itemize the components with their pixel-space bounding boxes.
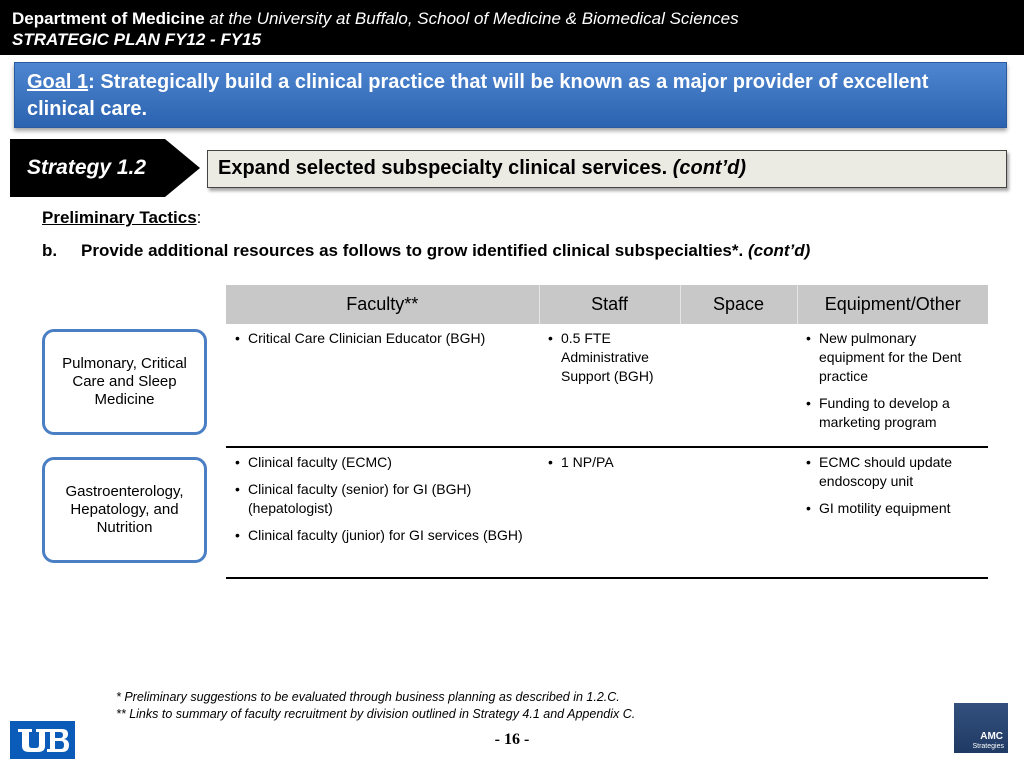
department-name: Department of Medicine <box>12 9 205 28</box>
amc-logo-sub: Strategies <box>972 743 1004 750</box>
column-header-faculty: Faculty** <box>226 285 539 324</box>
goal-text: : Strategically build a clinical practice that will be known as a major provider of excellent clinical care. <box>27 71 929 120</box>
table-row <box>226 324 988 447</box>
list-item: • ECMC should update endoscopy unit <box>805 453 980 491</box>
cell-faculty <box>226 447 539 578</box>
cell-space <box>680 447 797 578</box>
cell-equipment <box>797 324 988 447</box>
table-row <box>226 447 988 578</box>
university-name: at the University at Buffalo, School of Medicine & Biomedical Sciences <box>204 9 739 28</box>
tactic-contd: (cont’d) <box>747 241 811 260</box>
footnote-2: ** Links to summary of faculty recruitment by division outlined in Strategy 4.1 and Appendix C. <box>116 707 636 721</box>
list-item: • New pulmonary equipment for the Dent practice <box>805 329 980 386</box>
cell-faculty <box>226 324 539 447</box>
list-item: • 0.5 FTE Administrative Support (BGH) <box>547 329 672 386</box>
tactics-heading <box>42 208 201 228</box>
table-header-row <box>226 285 988 324</box>
list-item: • Clinical faculty (senior) for GI (BGH) (hepatologist) <box>234 480 531 518</box>
tactic-letter: b. <box>42 241 58 260</box>
strategy-contd: (cont’d) <box>672 157 746 179</box>
strategy-text: Expand selected subspecialty clinical services. <box>218 157 673 179</box>
footnotes <box>116 689 635 723</box>
goal-banner <box>14 62 1007 128</box>
amc-strategies-logo <box>954 703 1008 753</box>
list-item: • 1 NP/PA <box>547 453 672 472</box>
cell-equipment <box>797 447 988 578</box>
page-number: - 16 - <box>494 731 530 748</box>
header-bar <box>0 0 1024 55</box>
list-item: • Critical Care Clinician Educator (BGH) <box>234 329 531 348</box>
list-item: • GI motility equipment <box>805 499 980 518</box>
ub-logo-icon <box>10 721 75 759</box>
amc-logo-main: AMC <box>980 731 1003 742</box>
column-header-equipment: Equipment/Other <box>797 285 988 324</box>
column-header-staff: Staff <box>539 285 680 324</box>
row-label-gastroenterology: Gastroenterology, Hepatology, and Nutrition <box>42 457 207 563</box>
strategy-tag <box>10 139 200 197</box>
list-item: • Clinical faculty (ECMC) <box>234 453 531 472</box>
resources-table <box>226 285 988 579</box>
tactic-b <box>42 241 810 261</box>
cell-space <box>680 324 797 447</box>
list-item: • Clinical faculty (junior) for GI services (BGH) <box>234 526 531 545</box>
strategy-description <box>207 150 1007 188</box>
header-line-1 <box>12 8 1012 29</box>
strategy-tag-label: Strategy 1.2 <box>27 156 147 179</box>
tactics-heading-colon: : <box>196 208 202 227</box>
goal-label: Goal 1 <box>27 71 89 93</box>
footnote-1: * Preliminary suggestions to be evaluated through business planning as described in 1.2.C. <box>116 690 620 704</box>
list-item: • Funding to develop a marketing program <box>805 394 980 432</box>
row-label-pulmonary: Pulmonary, Critical Care and Sleep Medicine <box>42 329 207 435</box>
cell-staff <box>539 447 680 578</box>
strategic-plan-title: STRATEGIC PLAN FY12 - FY15 <box>12 30 262 49</box>
cell-staff <box>539 324 680 447</box>
tactics-heading-label: Preliminary Tactics <box>42 208 197 227</box>
column-header-space: Space <box>680 285 797 324</box>
tactic-text: Provide additional resources as follows to grow identified clinical subspecialties*. <box>81 241 748 260</box>
